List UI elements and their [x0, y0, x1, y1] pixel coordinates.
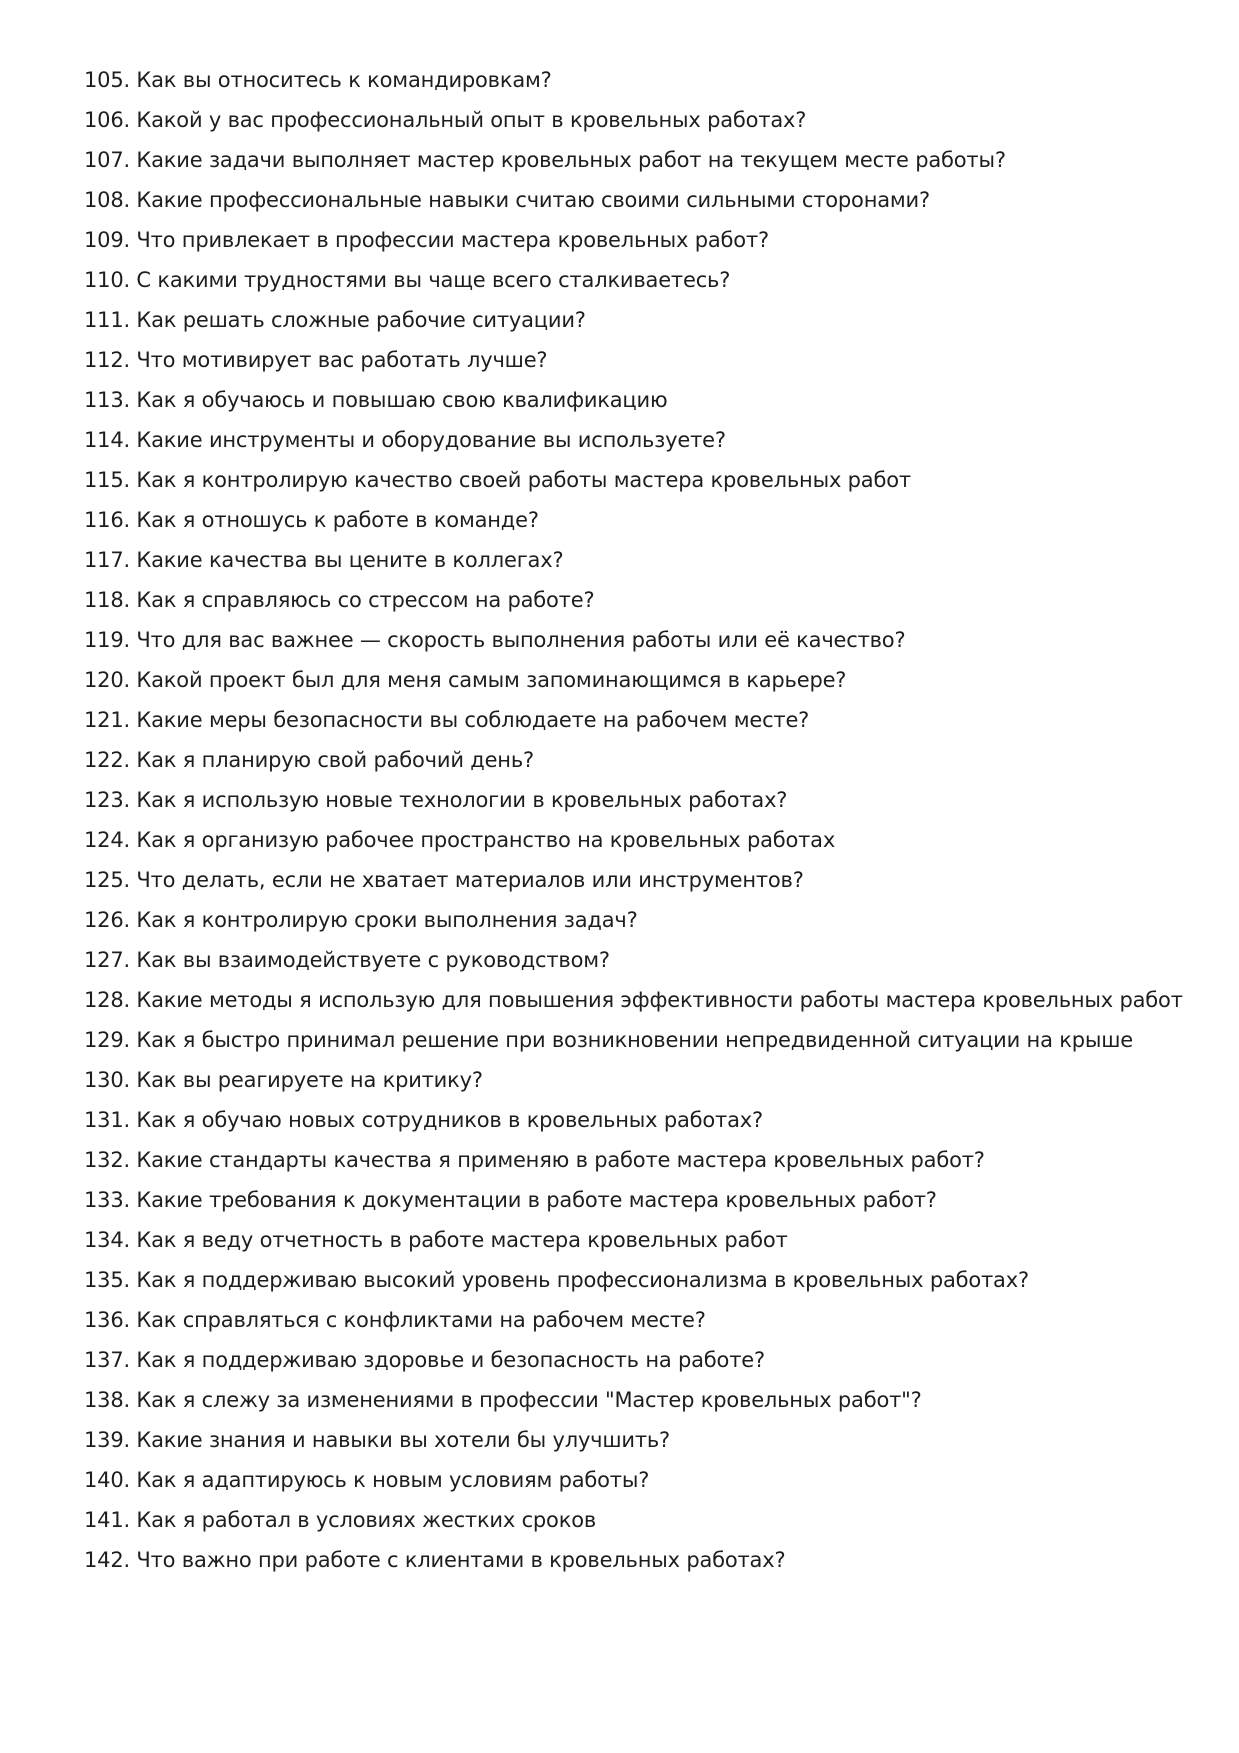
question-item: 110. С какими трудностями вы чаще всего сталкиваетесь? — [84, 268, 731, 292]
question-item: 120. Какой проект был для меня самым запоминающимся в карьере? — [84, 668, 847, 692]
question-item: 112. Что мотивирует вас работать лучше? — [84, 348, 548, 372]
question-item: 111. Как решать сложные рабочие ситуации? — [84, 308, 586, 332]
question-item: 115. Как я контролирую качество своей работы мастера кровельных работ — [84, 468, 911, 492]
question-item: 106. Какой у вас профессиональный опыт в кровельных работах? — [84, 108, 807, 132]
question-item: 113. Как я обучаюсь и повышаю свою квалификацию — [84, 388, 668, 412]
question-item: 142. Что важно при работе с клиентами в кровельных работах? — [84, 1548, 786, 1572]
question-item: 123. Как я использую новые технологии в кровельных работах? — [84, 788, 788, 812]
question-item: 131. Как я обучаю новых сотрудников в кровельных работах? — [84, 1108, 763, 1132]
question-item: 121. Какие меры безопасности вы соблюдаете на рабочем месте? — [84, 708, 810, 732]
question-item: 105. Как вы относитесь к командировкам? — [84, 68, 552, 92]
question-item: 127. Как вы взаимодействуете с руководством? — [84, 948, 610, 972]
question-item: 137. Как я поддерживаю здоровье и безопасность на работе? — [84, 1348, 765, 1372]
question-item: 124. Как я организую рабочее пространство на кровельных работах — [84, 828, 836, 852]
question-item: 108. Какие профессиональные навыки считаю своими сильными сторонами? — [84, 188, 930, 212]
question-item: 107. Какие задачи выполняет мастер кровельных работ на текущем месте работы? — [84, 148, 1006, 172]
question-item: 122. Как я планирую свой рабочий день? — [84, 748, 534, 772]
question-item: 132. Какие стандарты качества я применяю в работе мастера кровельных работ? — [84, 1148, 985, 1172]
question-item: 116. Как я отношусь к работе в команде? — [84, 508, 539, 532]
question-item: 119. Что для вас важнее — скорость выполнения работы или её качество? — [84, 628, 906, 652]
question-item: 117. Какие качества вы цените в коллегах? — [84, 548, 564, 572]
question-item: 109. Что привлекает в профессии мастера кровельных работ? — [84, 228, 769, 252]
question-item: 136. Как справляться с конфликтами на рабочем месте? — [84, 1308, 706, 1332]
question-item: 114. Какие инструменты и оборудование вы используете? — [84, 428, 726, 452]
question-item: 130. Как вы реагируете на критику? — [84, 1068, 483, 1092]
question-item: 129. Как я быстро принимал решение при возникновении непредвиденной ситуации на крыше — [84, 1028, 1133, 1052]
question-item: 141. Как я работал в условиях жестких сроков — [84, 1508, 597, 1532]
question-item: 125. Что делать, если не хватает материалов или инструментов? — [84, 868, 804, 892]
question-item: 140. Как я адаптируюсь к новым условиям работы? — [84, 1468, 650, 1492]
question-item: 126. Как я контролирую сроки выполнения задач? — [84, 908, 638, 932]
question-item: 135. Как я поддерживаю высокий уровень профессионализма в кровельных работах? — [84, 1268, 1029, 1292]
question-item: 139. Какие знания и навыки вы хотели бы улучшить? — [84, 1428, 670, 1452]
question-item: 128. Какие методы я использую для повышения эффективности работы мастера кровельных работ — [84, 988, 1183, 1012]
question-item: 134. Как я веду отчетность в работе мастера кровельных работ — [84, 1228, 788, 1252]
question-item: 118. Как я справляюсь со стрессом на работе? — [84, 588, 595, 612]
question-item: 138. Как я слежу за изменениями в профессии "Мастер кровельных работ"? — [84, 1388, 922, 1412]
question-item: 133. Какие требования к документации в работе мастера кровельных работ? — [84, 1188, 937, 1212]
